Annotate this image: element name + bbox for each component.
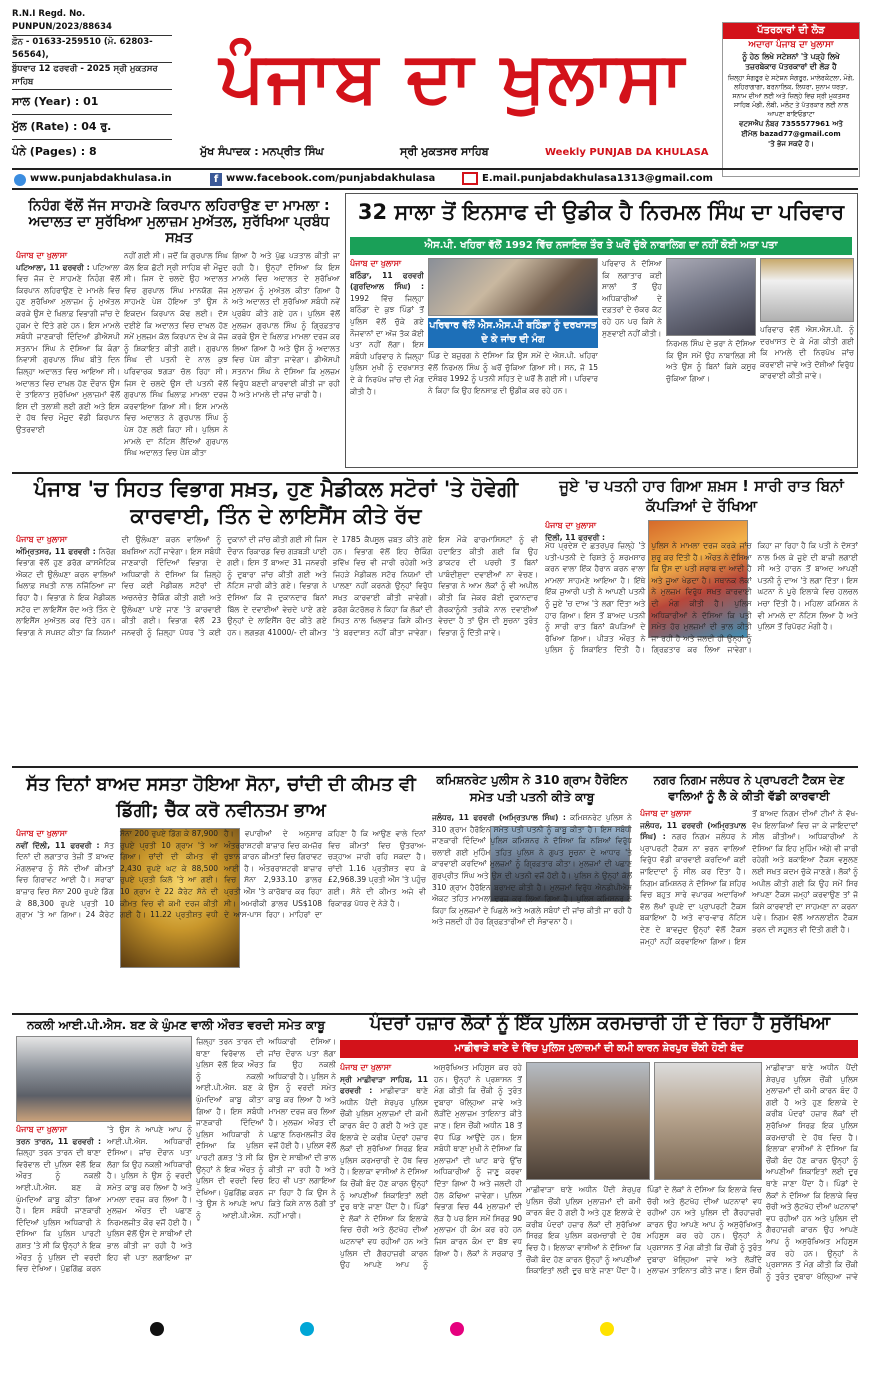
story-column	[340, 1062, 522, 1282]
story-column	[16, 1124, 192, 1280]
rate: ਮੁੱਲ (Rate) : 04 ਰੁ.	[12, 115, 172, 140]
story-column	[350, 258, 424, 468]
story-column	[760, 324, 854, 468]
divider	[12, 766, 858, 768]
issue-date: ਬੁੱਧਵਾਰ 12 ਫਰਵਰੀ - 2025 ਸ੍ਰੀ ਮੁਕਤਸਰ ਸਾਹਿਬ	[12, 63, 172, 90]
story-text: ਮਾਛੀਵਾੜਾ ਥਾਣੇ ਅਧੀਨ ਪੈਂਦੀ ਸ਼ੇਰਪੁਰ ਪੁਲਿਸ ਚੌਂਕੀ ਪੁਲਿਸ ਮੁਲਾਜ਼ਮਾਂ ਦੀ ਕਮੀ ਕਾਰਨ ਬੰਦ ਹੋ ਗਈ ਹੈ ਅਤੇ ਹੁਣ ਇਲਾਕੇ ਦੇ ਕਰੀਬ ਪੰਦਰਾਂ ਹਜ਼ਾਰ ਲੋਕਾਂ ਦੀ ਸੁਰੱਖਿਆ ਸਿਰਫ਼ ਇਕ ਪੁਲਿਸ ਕਰਮਚਾਰੀ ਦੇ ਹੱਥ ਵਿਚ ਹੈ। ਇਲਾਕਾ ਵਾਸੀਆਂ ਨੇ ਦੱਸਿਆ ਕਿ ਚੌਂਕੀ ਬੰਦ ਹੋਣ ਕਾਰਨ ਉਨ੍ਹਾਂ ਨੂੰ ਆਪਣੀਆਂ ਸ਼ਿਕਾਇਤਾਂ ਲਈ ਦੂਰ ਥਾਣੇ ਜਾਣਾ ਪੈਂਦਾ ਹੈ। ਪਿੰਡਾਂ ਦੇ ਲੋਕਾਂ ਨੇ ਦੱਸਿਆ ਕਿ ਇਲਾਕੇ ਵਿਚ ਚੋਰੀ ਅਤੇ ਲੁੱਟਖੋਹ ਦੀਆਂ ਘਟਨਾਵਾਂ ਵਧ ਰਹੀਆਂ ਹਨ ਅਤੇ ਪੁਲਿਸ ਦੀ ਗੈਰਹਾਜ਼ਰੀ ਕਾਰਨ ਉਹ ਆਪਣੇ ਆਪ ਨੂੰ ਅਸੁਰੱਖਿਅਤ ਮਹਿਸੂਸ ਕਰ ਰਹੇ ਹਨ। ਉਨ੍ਹਾਂ ਨੇ ਪ੍ਰਸ਼ਾਸਨ ਤੋਂ ਮੰਗ ਕੀਤੀ ਕਿ ਚੌਂਕੀ ਨੂੰ ਤੁਰੰਤ ਦੁਬਾਰਾ ਖੋਲ੍ਹਿਆ ਜਾਵੇ	[766, 1063, 858, 1281]
story-headline: ਨਿਹੰਗ ਵੱਲੋਂ ਜੱਜ ਸਾਹਮਣੇ ਕਿਰਪਾਨ ਲਹਿਰਾਉਣ ਦਾ ਮਾਮਲਾ : ਅਦਾਲਤ ਦਾ ਸੁਰੱਖਿਆ ਮੁਲਾਜ਼ਮ ਮੁਅੱਤਲ, ਸੁਰੱਖਿਆ ਪ੍ਰਬੰਧ ਸਖ਼ਤ	[28, 198, 330, 247]
contact-strip	[12, 168, 858, 190]
promo-paper-name: ਅਦਾਰਾ ਪੰਜਾਬ ਦਾ ਖੁਲਾਸਾ	[748, 40, 834, 50]
email-link[interactable]: E.mail.punjabdakhulasa1313@gmail.com	[482, 173, 713, 184]
dateline: ਜਲੰਧਰ, 11 ਫਰਵਰੀ (ਅਮ੍ਰਿਤਪਾਲ ਸਿੰਘ) :	[432, 813, 566, 822]
story-column	[766, 1062, 858, 1282]
story-text: 1992 ਵਿੱਚ ਜਿਲ੍ਹਾ ਬਠਿੰਡਾ ਦੇ ਕੁਝ ਪਿੰਡਾਂ ਤੋਂ ਪੁਲਿਸ ਵੱਲੋਂ ਚੁੱਕੇ ਗਏ ਨੌਜਵਾਨਾਂ ਦਾ ਅੱਜ ਤੱਕ ਕੋਈ ਪਤਾ ਨਹੀਂ ਲੱਗਾ। ਇਸ ਸਬੰਧੀ ਪਰਿਵਾਰ ਨੇ ਜਿਲ੍ਹਾ ਪੁਲਿਸ ਮੁਖੀ ਨੂੰ ਦਰਖਾਸਤ ਦੇ ਕੇ ਨਿਰਪੱਖ ਜਾਂਚ ਦੀ ਮੰਗ ਕੀਤੀ ਹੈ।	[350, 293, 424, 396]
story-headline: ਜੂਏ 'ਚ ਪਤਨੀ ਹਾਰ ਗਿਆ ਸ਼ਖ਼ਸ ! ਸਾਰੀ ਰਾਤ ਬਿਨਾਂ ਕੱਪੜਿਆਂ ਦੇ ਰੱਖਿਆ	[559, 477, 844, 515]
story-column	[640, 808, 858, 1008]
registration-mark	[600, 1322, 614, 1336]
promo-email: ਈਮੇਲ bazad77@gmail.com	[741, 130, 841, 138]
facebook-icon: f	[210, 173, 222, 186]
dateline: ਅੰਮ੍ਰਿਤਸਰ, 11 ਫਰਵਰੀ :	[16, 546, 96, 556]
story-photo-gate	[526, 1062, 650, 1180]
story-headline: 32 ਸਾਲਾ ਤੋਂ ਇਨਸਾਫ ਦੀ ਉਡੀਕ ਹੈ ਨਿਰਮਲ ਸਿੰਘ ਦਾ ਪਰਿਵਾਰ	[357, 200, 845, 224]
bureau-tag: ਪੰਜਾਬ ਦਾ ਖੁਲਾਸਾ	[350, 259, 402, 268]
promo-body: ਨੂੰ ਹੇਠ ਲਿਖੇ ਸਟੇਸ਼ਨਾਂ 'ਤੇ ਪੜ੍ਹੇ ਲਿਖੇ ਤਜ਼ਰਬੇਕਾਰ ਪੱਤਰਕਾਰਾਂ ਦੀ ਲੋੜ ਹੈ	[742, 52, 840, 71]
story-banner: ਐਸ.ਪੀ. ਖਹਿਰਾ ਵੱਲੋਂ 1992 ਵਿੱਚ ਨਜਾਇਜ਼ ਤੌਰ ਤੇ ਘਰੋਂ ਚੁੱਕੇ ਨਾਬਾਲਿਗ ਦਾ ਨਹੀਂ ਕੋਈ ਅਤਾ ਪਤਾ	[350, 237, 852, 255]
story-text: ਮਾਛੀਵਾੜਾ ਥਾਣੇ ਅਧੀਨ ਪੈਂਦੀ ਸ਼ੇਰਪੁਰ ਪੁਲਿਸ ਚੌਂਕੀ ਪੁਲਿਸ ਮੁਲਾਜ਼ਮਾਂ ਦੀ ਕਮੀ ਕਾਰਨ ਬੰਦ ਹੋ ਗਈ ਹੈ ਅਤੇ ਹੁਣ ਇਲਾਕੇ ਦੇ ਕਰੀਬ ਪੰਦਰਾਂ ਹਜ਼ਾਰ ਲੋਕਾਂ ਦੀ ਸੁਰੱਖਿਆ ਸਿਰਫ਼ ਇਕ ਪੁਲਿਸ ਕਰਮਚਾਰੀ ਦੇ ਹੱਥ ਵਿਚ ਹੈ। ਇਲਾਕਾ ਵਾਸੀਆਂ ਨੇ ਦੱਸਿਆ ਕਿ ਚੌਂਕੀ ਬੰਦ ਹੋਣ ਕਾਰਨ ਉਨ੍ਹਾਂ ਨੂੰ ਆਪਣੀਆਂ ਸ਼ਿਕਾਇਤਾਂ ਲਈ ਦੂਰ ਥਾਣੇ ਜਾਣਾ ਪੈਂਦਾ ਹੈ। ਪਿੰਡਾਂ ਦੇ ਲੋਕਾਂ ਨੇ ਦੱਸਿਆ ਕਿ ਇਲਾਕੇ ਵਿਚ ਚੋਰੀ ਅਤੇ ਲੁੱਟਖੋਹ ਦੀਆਂ ਘਟਨਾਵਾਂ ਵਧ ਰਹੀਆਂ ਹਨ ਅਤੇ ਪੁਲਿਸ ਦੀ ਗੈਰਹਾਜ਼ਰੀ ਕਾਰਨ ਉਹ ਆਪਣੇ ਆਪ ਨੂੰ ਅਸੁਰੱਖਿਅਤ ਮਹਿਸੂਸ ਕਰ ਰਹੇ ਹਨ। ਉਨ੍ਹਾਂ ਨੇ ਪ੍ਰਸ਼ਾਸਨ ਤੋਂ ਮੰਗ ਕੀਤੀ ਕਿ ਚੌਂਕੀ ਨੂੰ ਤੁਰੰਤ ਦੁਬਾਰਾ ਖੋਲ੍ਹਿਆ ਜਾਵੇ ਅਤੇ ਲੋੜੀਂਦੇ ਮੁਲਾਜ਼ਮ ਤਾਇਨਾਤ ਕੀਤੇ ਜਾਣ। ਇਸ ਚੌਂਕੀ	[526, 1185, 762, 1276]
story-column	[16, 250, 120, 465]
dateline: ਬਠਿੰਡਾ, 11 ਫਰਵਰੀ (ਗੁਰਦਿਆਲ ਸਿੰਘ) :	[350, 270, 424, 292]
facebook-link[interactable]: www.facebook.com/punjabdakhulasa	[226, 173, 436, 184]
bureau-tag: ਪੰਜਾਬ ਦਾ ਖੁਲਾਸਾ	[16, 535, 68, 544]
story-nirmal-singh-box	[345, 193, 858, 468]
story-text: ਪਿੰਡ ਦੇ ਬਜ਼ੁਰਗ ਨੇ ਦੱਸਿਆ ਕਿ ਉਸ ਸਮੇਂ ਦੇ ਐਸ.ਪੀ. ਖਹਿਰਾ ਵੱਲੋਂ ਨਿਰਮਲ ਸਿੰਘ ਨੂੰ ਘਰੋਂ ਚੁੱਕਿਆ ਗਿਆ ਸੀ। ਸਨ, ਜੋ 15 ਦਸੰਬਰ 1992 ਨੂੰ ਪਤਨੀ ਸਹਿਤ ਦੇ ਘਰੋਂ ਲੈ ਗਈ ਸੀ। ਪਰਿਵਾਰ ਨੇ ਕਿਹਾ ਕਿ ਉਹ ਇਨਸਾਫ਼ ਦੀ ਉਡੀਕ ਕਰ ਰਹੇ ਹਨ।	[428, 351, 598, 395]
story-photo-arrest	[16, 1036, 192, 1122]
promo-whatsapp: ਵਟਸਐਪ ਨੰਬਰ 7355577961 ਅਤੇ	[739, 120, 843, 128]
story-headline: ਸੱਤ ਦਿਨਾਂ ਬਾਅਦ ਸਸਤਾ ਹੋਇਆ ਸੋਨਾ, ਚਾਂਦੀ ਦੀ ਕੀਮਤ ਵੀ ਡਿੱਗੀ; ਚੈੱਕ ਕਰੋ ਨਵੀਨਤਮ ਭਾਅ	[26, 774, 416, 821]
story-text: ਪਟਿਆਲਾ ਵਿਚ ਜੱਜ ਦੇ ਸਾਹਮਣੇ ਨਿਹੰਗ ਵੱਲੋਂ ਕਿਰਪਾਨ ਲਹਿਰਾਉਣ ਦੇ ਮਾਮਲੇ ਵਿਚ ਹੁਣ ਸੁਰੱਖਿਆ ਮੁਲਾਜ਼ਮ ਨੂੰ ਮੁਅੱਤਲ ਕਰਕੇ ਉਸ ਦੇ ਖ਼ਿਲਾਫ਼ ਵਿਭਾਗੀ ਜਾਂਚ ਦੇ ਹੁਕਮ ਦੇ ਦਿੱਤੇ ਗਏ ਹਨ। ਇਸ ਮਾਮਲੇ ਸਬੰਧੀ ਜਾਣਕਾਰੀ ਦਿੰਦਿਆਂ ਡੀਐਸਪੀ ਸਤਨਾਮ ਸਿੰਘ ਨੇ ਦੱਸਿਆ ਕਿ ਕੰਗਾ ਨਿਵਾਸੀ ਗੁਰਪਾਲ ਸਿੰਘ ਬੀਤੇ ਦਿਨ ਜ਼ਿਲ੍ਹਾ ਅਦਾਲਤ ਵਿਚ ਆਇਆ ਸੀ। ਅਦਾਲਤ ਵਿਚ ਦਾਖ਼ਲ ਹੋਣ ਦੌਰਾਨ ਉਸ ਦੇ ਤਾਇਨਾਤ ਸੁਰੱਖਿਆ ਮੁਲਾਜ਼ਮਾਂ ਵੱਲੋਂ ਇਸ ਦੀ ਤਲਾਸ਼ੀ ਲਈ ਗਈ ਅਤੇ ਇਸ ਦੇ ਹੱਥ ਵਿਚ ਮੌਜੂਦ ਵੱਡੀ ਕਿਰਪਾਨ ਉਤਰਵਾਈ	[16, 262, 120, 434]
story-headline: ਪੰਦਰਾਂ ਹਜ਼ਾਰ ਲੋਕਾਂ ਨੂੰ ਇੱਕ ਪੁਲਿਸ ਕਰਮਚਾਰੀ ਹੀ ਦੇ ਰਿਹਾ ਹੈ ਸੁਰੱਖਿਆ	[369, 1013, 831, 1034]
story-text: ਕਮਿਸ਼ਨਰੇਟ ਪੁਲਿਸ ਨੇ 310 ਗ੍ਰਾਮ ਹੈਰੋਇਨ ਸਮੇਤ ਪਤੀ ਪਤਨੀ ਨੂੰ ਕਾਬੂ ਕੀਤਾ ਹੈ। ਇਸ ਸਬੰਧੀ ਜਾਣਕਾਰੀ ਦਿੰਦਿਆਂ ਪੁਲਿਸ ਕਮਿਸ਼ਨਰ ਨੇ ਦੱਸਿਆ ਕਿ ਨਸ਼ਿਆਂ ਵਿਰੁੱਧ ਚਲਾਈ ਗਈ ਮੁਹਿੰਮ ਤਹਿਤ ਪੁਲਿਸ ਨੇ ਗੁਪਤ ਸੂਚਨਾ ਦੇ ਆਧਾਰ 'ਤੇ ਕਾਰਵਾਈ ਕਰਦਿਆਂ ਮੁਲਜ਼ਮਾਂ ਨੂੰ ਗ੍ਰਿਫ਼ਤਾਰ ਕੀਤਾ। ਮੁਲਜ਼ਮਾਂ ਦੀ ਪਛਾਣ ਗੁਰਪ੍ਰੀਤ ਸਿੰਘ ਅਤੇ ਉਸ ਦੀ ਪਤਨੀ ਵਜੋਂ ਹੋਈ ਹੈ। ਪੁਲਿਸ ਨੇ ਉਨ੍ਹਾਂ ਕੋਲੋਂ 310 ਗ੍ਰਾਮ ਹੈਰੋਇਨ ਬਰਾਮਦ ਕੀਤੀ ਹੈ। ਮੁਲਜ਼ਮਾਂ ਵਿਰੁੱਧ ਐਨਡੀਪੀਐਸ ਐਕਟ ਤਹਿਤ ਮਾਮਲਾ ਦਰਜ ਕਰ ਲਿਆ ਗਿਆ ਹੈ। ਪੁਲਿਸ ਕਮਿਸ਼ਨਰ ਨੇ ਕਿਹਾ ਕਿ ਮੁਲਜ਼ਮਾਂ ਦੇ ਪਿਛਲੇ ਅਤੇ ਅਗਲੇ ਸਬੰਧਾਂ ਦੀ ਜਾਂਚ ਕੀਤੀ ਜਾ ਰਹੀ ਹੈ ਅਤੇ ਜਲਦੀ ਹੀ ਹੋਰ ਗ੍ਰਿਫ਼ਤਾਰੀਆਂ ਦੀ ਸੰਭਾਵਨਾ ਹੈ।	[432, 813, 632, 927]
story-column	[432, 812, 632, 1010]
email-icon	[462, 172, 478, 185]
registration-mark	[150, 1322, 164, 1336]
bureau-tag: ਪੰਜਾਬ ਦਾ ਖੁਲਾਸਾ	[16, 1125, 68, 1134]
dateline: ਪਟਿਆਲਾ, 11 ਫਰਵਰੀ :	[16, 262, 90, 272]
story-text: ਮੱਧ ਪ੍ਰਦੇਸ਼ ਦੇ ਛਤਰਪੁਰ ਜ਼ਿਲ੍ਹੇ 'ਤੇ ਪਤੀ-ਪਤਨੀ ਦੇ ਰਿਸ਼ਤੇ ਨੂੰ ਸ਼ਰਮਸਾਰ ਕਰਨ ਵਾਲਾ ਇੱਕ ਹੈਰਾਨ ਕਰਨ ਵਾਲਾ ਮਾਮਲਾ ਸਾਹਮਣੇ ਆਇਆ ਹੈ। ਇੱਥੇ ਇੱਕ ਜੁਆਰੀ ਪਤੀ ਨੇ ਆਪਣੀ ਪਤਨੀ ਨੂੰ ਜੂਏ 'ਚ ਦਾਅ 'ਤੇ ਲਗਾ ਦਿੱਤਾ ਅਤੇ ਹਾਰ ਗਿਆ। ਇਸ ਤੋਂ ਬਾਅਦ ਪਤਨੀ ਨੂੰ ਸਾਰੀ ਰਾਤ ਬਿਨਾਂ ਕੱਪੜਿਆਂ ਦੇ ਰੱਖਿਆ ਗਿਆ। ਪੀੜਤ ਔਰਤ ਨੇ ਪੁਲਿਸ ਨੂੰ ਸ਼ਿਕਾਇਤ ਦਿੱਤੀ ਹੈ। ਪੁਲਿਸ ਨੇ ਮਾਮਲਾ ਦਰਜ ਕਰਕੇ ਜਾਂਚ ਸ਼ੁਰੂ ਕਰ ਦਿੱਤੀ ਹੈ। ਔਰਤ ਨੇ ਦੱਸਿਆ ਕਿ ਉਸ ਦਾ ਪਤੀ ਸ਼ਰਾਬ ਦਾ ਆਦੀ ਹੈ ਅਤੇ ਜੂਆ ਖੇਡਦਾ ਹੈ। ਸਥਾਨਕ ਲੋਕਾਂ ਨੇ ਮੁਲਜ਼ਮ ਵਿਰੁੱਧ ਸਖ਼ਤ ਕਾਰਵਾਈ ਦੀ ਮੰਗ ਕੀਤੀ ਹੈ। ਪੁਲਿਸ ਅਧਿਕਾਰੀਆਂ ਨੇ ਦੱਸਿਆ ਕਿ ਪਤੀ ਸਮੇਤ ਹੋਰ ਮੁਲਜ਼ਮਾਂ ਦੀ ਭਾਲ ਕੀਤੀ ਜਾ ਰਹੀ ਹੈ ਅਤੇ ਜਲਦੀ ਹੀ ਉਨ੍ਹਾਂ ਨੂੰ ਗ੍ਰਿਫ਼ਤਾਰ ਕਰ ਲਿਆ ਜਾਵੇਗਾ। ਕਿਹਾ ਜਾ ਰਿਹਾ ਹੈ ਕਿ ਪਤੀ ਨੇ ਦੋਸਤਾਂ ਨਾਲ ਮਿਲ ਕੇ ਜੂਏ ਦੀ ਬਾਜ਼ੀ ਲਗਾਈ ਸੀ ਅਤੇ ਹਾਰਨ ਤੋਂ ਬਾਅਦ ਆਪਣੀ ਪਤਨੀ ਨੂੰ ਦਾਅ 'ਤੇ ਲਗਾ ਦਿੱਤਾ। ਇਸ ਘਟਨਾ ਨੇ ਪੂਰੇ ਇਲਾਕੇ ਵਿਚ ਹਲਚਲ ਮਚਾ ਦਿੱਤੀ ਹੈ। ਮਹਿਲਾ ਕਮਿਸ਼ਨ ਨੇ ਵੀ ਮਾਮਲੇ ਦਾ ਨੋਟਿਸ ਲਿਆ ਹੈ ਅਤੇ ਪੁਲਿਸ ਤੋਂ ਰਿਪੋਰਟ ਮੰਗੀ ਹੈ।	[545, 541, 858, 655]
publication-place: ਸ੍ਰੀ ਮੁਕਤਸਰ ਸਾਹਿਬ	[400, 145, 489, 158]
story-text: ਸੱਤ ਦਿਨਾਂ ਦੀ ਲਗਾਤਾਰ ਤੇਜ਼ੀ ਤੋਂ ਬਾਅਦ ਮੰਗਲਵਾਰ ਨੂੰ ਸੋਨੇ ਦੀਆਂ ਕੀਮਤਾਂ ਵਿਚ ਗਿਰਾਵਟ ਆਈ ਹੈ। ਸਰਾਫਾ ਬਾਜ਼ਾਰ ਵਿਚ ਸੋਨਾ 200 ਰੁਪਏ ਡਿੱਗ ਕੇ 88,300 ਰੁਪਏ ਪ੍ਰਤੀ 10 ਗ੍ਰਾਮ 'ਤੇ ਆ ਗਿਆ। 24 ਕੈਰੇਟ ਸੋਨਾ 200 ਰੁਪਏ ਡਿੱਗ ਕੇ 87,900 ਰੁਪਏ ਪ੍ਰਤੀ 10 ਗ੍ਰਾਮ 'ਤੇ ਆ ਗਿਆ। ਚਾਂਦੀ ਦੀ ਕੀਮਤ ਵੀ 2,430 ਰੁਪਏ ਘਟ ਕੇ 88,500 ਰੁਪਏ ਪ੍ਰਤੀ ਕਿਲੋ 'ਤੇ ਆ ਗਈ। 10 ਗ੍ਰਾਮ ਦੇ 22 ਕੈਰੇਟ ਸੋਨੇ ਦੀ ਕੀਮਤ ਵਿਚ ਵੀ ਕਮੀ ਦਰਜ ਕੀਤੀ ਗਈ ਹੈ। 11.22 ਪ੍ਰਤੀਸ਼ਤ ਵਧੀ ਹੈ। ਵਪਾਰੀਆਂ ਦੇ ਅਨੁਸਾਰ ਅੰਤਰਰਾਸ਼ਟਰੀ ਬਾਜ਼ਾਰ ਵਿਚ ਕਮਜ਼ੋਰ ਰੁਝਾਨ ਕਾਰਨ ਕੀਮਤਾਂ ਵਿਚ ਗਿਰਾਵਟ ਆਈ ਹੈ। ਅੰਤਰਰਾਸ਼ਟਰੀ ਬਾਜ਼ਾਰ ਵਿਚ ਸੋਨਾ 2,933.10 ਡਾਲਰ ਪ੍ਰਤੀ ਔਂਸ 'ਤੇ ਕਾਰੋਬਾਰ ਕਰ ਰਿਹਾ ਸੀ। ਅਮਰੀਕੀ ਡਾਲਰ US$108 ਦੇ ਆਸ-ਪਾਸ ਰਿਹਾ। ਮਾਹਿਰਾਂ ਦਾ ਕਹਿਣਾ ਹੈ ਕਿ ਆਉਣ ਵਾਲੇ ਦਿਨਾਂ ਵਿਚ ਕੀਮਤਾਂ ਵਿਚ ਉਤਰਾਅ-ਚੜ੍ਹਾਅ ਜਾਰੀ ਰਹਿ ਸਕਦਾ ਹੈ। ਚਾਂਦੀ 1.16 ਪ੍ਰਤੀਸ਼ਤ ਵਧ ਕੇ £2,968.39 ਪ੍ਰਤੀ ਔਂਸ 'ਤੇ ਪਹੁੰਚ ਗਈ। ਸੋਨੇ ਦੀ ਕੀਮਤ ਅਜੇ ਵੀ ਰਿਕਾਰਡ ਪੱਧਰ ਦੇ ਨੇੜੇ ਹੈ।	[16, 829, 426, 920]
dateline: ਤਰਨ ਤਾਰਨ, 11 ਫਰਵਰੀ :	[16, 1136, 101, 1146]
story-column	[428, 350, 598, 468]
bureau-tag: ਪੰਜਾਬ ਦਾ ਖੁਲਾਸਾ	[16, 829, 68, 838]
story-text: ਗਿਆ ਹੈ ਅਤੇ ਪੁੱਛ ਪੜਤਾਲ ਕੀਤੀ ਜਾ ਰਹੀ ਹੈ। ਉਨ੍ਹਾਂ ਦੱਸਿਆ ਕਿ ਇਸ ਮਾਮਲੇ ਵਿਚ ਅਦਾਲਤ ਦੇ ਸੁਰੱਖਿਆ ਮੁਲਾਜ਼ਮ ਨੂੰ ਮੁਅੱਤਲ ਕੀਤਾ ਗਿਆ ਹੈ ਅਤੇ ਅਦਾਲਤ ਦੀ ਸੁਰੱਖਿਆ ਸਬੰਧੀ ਨਵੇਂ ਪ੍ਰਬੰਧ ਕੀਤੇ ਗਏ ਹਨ। ਪੁਲਿਸ ਵੱਲੋਂ ਮੁਲਜ਼ਮ ਗੁਰਪਾਲ ਸਿੰਘ ਨੂੰ ਗ੍ਰਿਫ਼ਤਾਰ ਕਰਕੇ ਉਸ ਦੇ ਖ਼ਿਲਾਫ਼ ਮਾਮਲਾ ਦਰਜ ਕਰ ਲਿਆ ਗਿਆ ਹੈ ਅਤੇ ਉਸ ਨੂੰ ਅਦਾਲਤ ਵਿਚ ਪੇਸ਼ ਕੀਤਾ ਜਾਵੇਗਾ। ਡੀਐਸਪੀ ਸਤਨਾਮ ਸਿੰਘ ਨੇ ਦੱਸਿਆ ਕਿ ਮੁਲਜ਼ਮ ਵਿਰੁੱਧ ਬਣਦੀ ਕਾਰਵਾਈ ਕੀਤੀ ਜਾ ਰਹੀ ਹੈ ਅਤੇ ਮਾਮਲੇ ਦੀ ਜਾਂਚ ਜਾਰੀ ਹੈ।	[232, 251, 340, 400]
masthead-info	[12, 8, 172, 168]
divider	[12, 472, 858, 474]
story-column	[124, 250, 228, 465]
story-photo-elder	[760, 258, 854, 322]
story-column	[16, 534, 538, 741]
bureau-tag: ਪੰਜਾਬ ਦਾ ਖੁਲਾਸਾ	[340, 1063, 392, 1072]
story-text: ਜ਼ਿਲ੍ਹਾ ਤਰਨ ਤਾਰਨ ਦੀ ਥਾਣਾ ਵਿਰੋਵਾਲ ਦੀ ਪੁਲਿਸ ਵੱਲੋਂ ਇਕ ਔਰਤ ਨੂੰ ਨਕਲੀ ਆਈ.ਪੀ.ਐਸ. ਬਣ ਕੇ ਘੁੰਮਦਿਆਂ ਕਾਬੂ ਕੀਤਾ ਗਿਆ ਹੈ। ਇਸ ਸਬੰਧੀ ਜਾਣਕਾਰੀ ਦਿੰਦਿਆਂ ਪੁਲਿਸ ਅਧਿਕਾਰੀ ਨੇ ਦੱਸਿਆ ਕਿ ਪੁਲਿਸ ਪਾਰਟੀ ਗਸ਼ਤ 'ਤੇ ਸੀ ਕਿ ਉਨ੍ਹਾਂ ਨੇ ਇਕ ਔਰਤ ਨੂੰ ਪੁਲਿਸ ਦੀ ਵਰਦੀ ਵਿਚ ਦੇਖਿਆ। ਪੁੱਛਗਿੱਛ ਕਰਨ 'ਤੇ ਉਸ ਨੇ ਆਪਣੇ ਆਪ ਨੂੰ ਆਈ.ਪੀ.ਐਸ. ਅਧਿਕਾਰੀ ਦੱਸਿਆ। ਜਾਂਚ ਦੌਰਾਨ ਪਤਾ ਲੱਗਾ ਕਿ ਉਹ ਨਕਲੀ ਅਧਿਕਾਰੀ ਹੈ। ਪੁਲਿਸ ਨੇ ਉਸ ਨੂੰ ਵਰਦੀ ਸਮੇਤ ਕਾਬੂ ਕਰ ਲਿਆ ਹੈ ਅਤੇ ਮਾਮਲਾ ਦਰਜ ਕਰ ਲਿਆ ਹੈ। ਮੁਲਜ਼ਮ ਔਰਤ ਦੀ ਪਛਾਣ ਨਿਰਮਲਜੀਤ ਕੌਰ ਵਜੋਂ ਹੋਈ ਹੈ। ਪੁਲਿਸ ਵੱਲੋਂ ਉਸ ਦੇ ਸਾਥੀਆਂ ਦੀ ਭਾਲ ਕੀਤੀ ਜਾ ਰਹੀ ਹੈ ਅਤੇ ਇਹ ਵੀ ਪਤਾ ਲਗਾਇਆ ਜਾ ਰਿਹਾ ਹੈ ਕਿ ਉਸ ਨੇ ਕਿਤੇ ਕਿਸੇ ਨਾਲ ਠੱਗੀ ਤਾਂ ਨਹੀਂ ਮਾਰੀ।	[196, 1037, 336, 1220]
website-link[interactable]: www.punjabdakhulasa.in	[30, 173, 172, 184]
story-headline: ਨਗਰ ਨਿਗਮ ਜਲੰਧਰ ਨੇ ਪ੍ਰਾਪਰਟੀ ਟੈਕਸ ਦੇਣ ਵਾਲਿਆਂ ਨੂੰ ਲੈ ਕੇ ਕੀਤੀ ਵੱਡੀ ਕਾਰਵਾਈ	[653, 773, 845, 803]
reporters-wanted-title: ਪੱਤਰਕਾਰਾਂ ਦੀ ਲੋੜ	[723, 23, 859, 39]
registration-mark	[300, 1322, 314, 1336]
story-photo-post	[654, 1062, 762, 1180]
story-column	[602, 258, 662, 468]
story-headline: ਨਕਲੀ ਆਈ.ਪੀ.ਐਸ. ਬਣ ਕੇ ਘੁੰਮਣ ਵਾਲੀ ਔਰਤ ਵਰਦੀ ਸਮੇਤ ਕਾਬੂ	[27, 1018, 325, 1032]
bureau-tag: ਪੰਜਾਬ ਦਾ ਖੁਲਾਸਾ	[640, 809, 692, 818]
chief-editor: ਮੁੱਖ ਸੰਪਾਦਕ : ਮਨਪ੍ਰੀਤ ਸਿੰਘ	[200, 145, 324, 158]
bureau-tag: ਪੰਜਾਬ ਦਾ ਖੁਲਾਸਾ	[16, 251, 68, 260]
dateline: ਜਲੰਧਰ, 11 ਫਰਵਰੀ (ਅਮ੍ਰਿਤਪਾਲ ਸਿੰਘ) :	[640, 820, 746, 842]
bureau-tag: ਪੰਜਾਬ ਦਾ ਖੁਲਾਸਾ	[545, 521, 597, 530]
story-text: ਨਿਰਮਲ ਸਿੰਘ ਦੇ ਭਰਾ ਨੇ ਦੱਸਿਆ ਕਿ ਉਸ ਸਮੇਂ ਉਹ ਨਾਬਾਲਿਗ ਸੀ ਅਤੇ ਉਸ ਨੂੰ ਬਿਨਾਂ ਕਿਸੇ ਕਸੂਰ ਚੁੱਕਿਆ ਗਿਆ।	[666, 339, 756, 383]
newspaper-title: ਪੰਜਾਬ ਦਾ ਖੁਲਾਸਾ	[219, 36, 686, 118]
dateline: ਦਿੱਲੀ, 11 ਫਰਵਰੀ :	[545, 532, 605, 542]
story-text: ਨਹੀਂ ਗਈ ਸੀ। ਜਦੋਂ ਕਿ ਗੁਰਪਾਲ ਸਿੰਘ ਕੋਲ ਇਕ ਛੋਟੀ ਸ੍ਰੀ ਸਾਹਿਬ ਵੀ ਮੌਜੂਦ ਸੀ। ਜਿਸ ਦੇ ਚਲਦੇ ਉਹ ਅਦਾਲਤ ਵਿਚ ਗੁਰਪਾਲ ਸਿੰਘ ਮਾਨਯੋਗ ਜੱਜ ਸਾਹਮਣੇ ਪੇਸ਼ ਹੋਇਆ ਤਾਂ ਉਸ ਨੇ ਇਕਦਮ ਕਿਰਪਾਨ ਕੱਢ ਲਈ। ਦੱਸ ਦਈਏ ਕਿ ਅਦਾਲਤ ਵਿਚ ਦਾਖ਼ਲ ਹੋਣ ਸਮੇਂ ਮੁਲਜ਼ਮ ਕੋਲ ਕਿਰਪਾਨ ਦੇਖ ਕੇ ਜੱਜ ਨੂੰ ਸ਼ਿਕਾਇਤ ਕੀਤੀ ਗਈ। ਗੁਰਪਾਲ ਸਿੰਘ ਦੀ ਪਤਨੀ ਦੇ ਨਾਲ ਕੁਝ ਪਰਿਵਾਰਕ ਝਗੜਾ ਚੱਲ ਰਿਹਾ ਸੀ। ਜਿਸ ਦੇ ਚਲਦੇ ਉਸ ਦੀ ਪਤਨੀ ਵੱਲੋਂ ਗੁਰਪਾਲ ਸਿੰਘ ਖ਼ਿਲਾਫ਼ ਮਾਮਲਾ ਦਰਜ ਕਰਵਾਇਆ ਗਿਆ ਸੀ। ਇਸ ਮਾਮਲੇ ਵਿਚ ਅਦਾਲਤ ਨੇ ਗੁਰਪਾਲ ਸਿੰਘ ਨੂੰ ਪੇਸ਼ ਹੋਣ ਲਈ ਕਿਹਾ ਸੀ। ਪੁਲਿਸ ਨੇ ਮਾਮਲੇ ਦਾ ਨੋਟਿਸ ਲੈਂਦਿਆਂ ਗੁਰਪਾਲ ਸਿੰਘ ਅਦਾਲਤ ਵਿਚ ਪੇਸ਼ ਕੀਤਾ	[124, 251, 228, 458]
page-margin	[0, 1290, 870, 1390]
pages: ਪੰਨੇ (Pages) : 8	[12, 145, 97, 158]
story-text: ਨਿਰੋਗ ਵਿਭਾਗ ਵੱਲੋਂ ਹੁਣ ਡਰੱਗ ਕਾਸਮੈਟਿਕ ਐਕਟ ਦੀ ਉਲੰਘਣਾ ਕਰਨ ਵਾਲਿਆਂ ਖ਼ਿਲਾਫ਼ ਸਖ਼ਤੀ ਨਾਲ ਨਜਿੱਠਿਆ ਜਾ ਰਿਹਾ ਹੈ। ਵਿਭਾਗ ਨੇ ਇਕ ਮੈਡੀਕਲ ਸਟੋਰ ਦਾ ਲਾਇਸੈਂਸ ਰੱਦ ਅਤੇ ਤਿੰਨ ਦੇ ਲਾਇਸੈਂਸ ਮੁਅੱਤਲ ਕਰ ਦਿੱਤੇ ਹਨ। ਵਿਭਾਗ ਨੇ ਸਪਸ਼ਟ ਕੀਤਾ ਕਿ ਨਿਯਮਾਂ ਦੀ ਉਲੰਘਣਾ ਕਰਨ ਵਾਲਿਆਂ ਨੂੰ ਬਖ਼ਸ਼ਿਆ ਨਹੀਂ ਜਾਵੇਗਾ। ਇਸ ਸਬੰਧੀ ਜਾਣਕਾਰੀ ਦਿੰਦਿਆਂ ਵਿਭਾਗ ਦੇ ਅਧਿਕਾਰੀ ਨੇ ਦੱਸਿਆ ਕਿ ਜ਼ਿਲ੍ਹੇ ਵਿਚ ਕਈ ਮੈਡੀਕਲ ਸਟੋਰਾਂ ਦੀ ਅਚਨਚੇਤ ਚੈਕਿੰਗ ਕੀਤੀ ਗਈ ਅਤੇ ਉਲੰਘਣਾ ਪਾਏ ਜਾਣ 'ਤੇ ਕਾਰਵਾਈ ਕੀਤੀ ਗਈ। ਵਿਭਾਗ ਵੱਲੋਂ 23 ਜਨਵਰੀ ਨੂੰ ਜ਼ਿਲ੍ਹਾ ਪੱਧਰ 'ਤੇ ਕਈ ਦੁਕਾਨਾਂ ਦੀ ਜਾਂਚ ਕੀਤੀ ਗਈ ਸੀ ਜਿਸ ਦੌਰਾਨ ਰਿਕਾਰਡ ਵਿਚ ਗੜਬੜੀ ਪਾਈ ਗਈ। ਇਸ ਤੋਂ ਬਾਅਦ 31 ਜਨਵਰੀ ਨੂੰ ਦੁਬਾਰਾ ਜਾਂਚ ਕੀਤੀ ਗਈ ਅਤੇ ਨੋਟਿਸ ਜਾਰੀ ਕੀਤੇ ਗਏ। ਵਿਭਾਗ ਨੇ ਦੱਸਿਆ ਕਿ ਜੋ ਦੁਕਾਨਦਾਰ ਬਿਨਾਂ ਬਿੱਲ ਦੇ ਦਵਾਈਆਂ ਵੇਚਦੇ ਪਾਏ ਗਏ ਉਨ੍ਹਾਂ ਦੇ ਲਾਇਸੈਂਸ ਰੱਦ ਕੀਤੇ ਗਏ ਹਨ। ਲਗਭਗ 41000/- ਦੀ ਕੀਮਤ ਦੇ 1785 ਕੈਪਸੂਲ ਜ਼ਬਤ ਕੀਤੇ ਗਏ ਹਨ। ਵਿਭਾਗ ਵੱਲੋਂ ਇਹ ਚੈਕਿੰਗ ਭਵਿੱਖ ਵਿਚ ਵੀ ਜਾਰੀ ਰਹੇਗੀ ਅਤੇ ਜਿਹੜੇ ਮੈਡੀਕਲ ਸਟੋਰ ਨਿਯਮਾਂ ਦੀ ਪਾਲਣਾ ਨਹੀਂ ਕਰਨਗੇ ਉਨ੍ਹਾਂ ਵਿਰੁੱਧ ਸਖ਼ਤ ਕਾਰਵਾਈ ਕੀਤੀ ਜਾਵੇਗੀ। ਡਰੱਗ ਕੰਟਰੋਲਰ ਨੇ ਕਿਹਾ ਕਿ ਲੋਕਾਂ ਦੀ ਸਿਹਤ ਨਾਲ ਖਿਲਵਾੜ ਕਿਸੇ ਕੀਮਤ 'ਤੇ ਬਰਦਾਸ਼ਤ ਨਹੀਂ ਕੀਤਾ ਜਾਵੇਗਾ। ਇਸ ਮੌਕੇ ਫਾਰਮਾਸਿਸਟਾਂ ਨੂੰ ਵੀ ਹਦਾਇਤ ਕੀਤੀ ਗਈ ਕਿ ਉਹ ਡਾਕਟਰ ਦੀ ਪਰਚੀ ਤੋਂ ਬਿਨਾਂ ਪਾਬੰਦੀਸ਼ੁਦਾ ਦਵਾਈਆਂ ਨਾ ਵੇਚਣ। ਵਿਭਾਗ ਨੇ ਆਮ ਲੋਕਾਂ ਨੂੰ ਵੀ ਅਪੀਲ ਕੀਤੀ ਕਿ ਜੇਕਰ ਕੋਈ ਦੁਕਾਨਦਾਰ ਗੈਰਕਾਨੂੰਨੀ ਤਰੀਕੇ ਨਾਲ ਦਵਾਈਆਂ ਵੇਚਦਾ ਹੈ ਤਾਂ ਉਸ ਦੀ ਸੂਚਨਾ ਤੁਰੰਤ ਵਿਭਾਗ ਨੂੰ ਦਿੱਤੀ ਜਾਵੇ।	[16, 535, 538, 637]
story-column	[666, 338, 756, 468]
reporters-wanted-box	[722, 22, 860, 177]
story-banner: ਮਾਛੀਵਾੜੇ ਥਾਣੇ ਦੇ ਵਿੱਚ ਪੁਲਿਸ ਮੁਲਾਜ਼ਮਾਂ ਦੀ ਕਮੀ ਕਾਰਨ ਸ਼ੇਰਪੁਰ ਚੌਂਕੀ ਹੋਈ ਬੰਦ	[340, 1040, 858, 1058]
story-text: ਜ਼ਿਲ੍ਹਾ ਤਰਨ ਤਾਰਨ ਦੀ ਥਾਣਾ ਵਿਰੋਵਾਲ ਦੀ ਪੁਲਿਸ ਵੱਲੋਂ ਇਕ ਔਰਤ ਨੂੰ ਨਕਲੀ ਆਈ.ਪੀ.ਐਸ. ਬਣ ਕੇ ਘੁੰਮਦਿਆਂ ਕਾਬੂ ਕੀਤਾ ਗਿਆ ਹੈ। ਇਸ ਸਬੰਧੀ ਜਾਣਕਾਰੀ ਦਿੰਦਿਆਂ ਪੁਲਿਸ ਅਧਿਕਾਰੀ ਨੇ ਦੱਸਿਆ ਕਿ ਪੁਲਿਸ ਪਾਰਟੀ ਗਸ਼ਤ 'ਤੇ ਸੀ ਕਿ ਉਨ੍ਹਾਂ ਨੇ ਇਕ ਔਰਤ ਨੂੰ ਪੁਲਿਸ ਦੀ ਵਰਦੀ ਵਿਚ ਦੇਖਿਆ। ਪੁੱਛਗਿੱਛ ਕਰਨ 'ਤੇ ਉਸ ਨੇ ਆਪਣੇ ਆਪ ਨੂੰ ਆਈ.ਪੀ.ਐਸ. ਅਧਿਕਾਰੀ ਦੱਸਿਆ। ਜਾਂਚ ਦੌਰਾਨ ਪਤਾ ਲੱਗਾ ਕਿ ਉਹ ਨਕਲੀ ਅਧਿਕਾਰੀ ਹੈ। ਪੁਲਿਸ ਨੇ ਉਸ ਨੂੰ ਵਰਦੀ ਸਮੇਤ ਕਾਬੂ ਕਰ ਲਿਆ ਹੈ ਅਤੇ ਮਾਮਲਾ ਦਰਜ ਕਰ ਲਿਆ ਹੈ। ਮੁਲਜ਼ਮ ਔਰਤ ਦੀ ਪਛਾਣ ਨਿਰਮਲਜੀਤ ਕੌਰ ਵਜੋਂ ਹੋਈ ਹੈ। ਪੁਲਿਸ ਵੱਲੋਂ ਉਸ ਦੇ ਸਾਥੀਆਂ ਦੀ ਭਾਲ ਕੀਤੀ ਜਾ ਰਹੀ ਹੈ ਅਤੇ ਇਹ ਵੀ ਪਤਾ ਲਗਾਇਆ ਜਾ	[16, 1125, 192, 1274]
story-text: ਪਰਿਵਾਰ ਵੱਲੋਂ ਐਸ.ਐਸ.ਪੀ. ਨੂੰ ਦਰਖਾਸਤ ਦੇ ਕੇ ਮੰਗ ਕੀਤੀ ਗਈ ਕਿ ਮਾਮਲੇ ਦੀ ਨਿਰਪੱਖ ਜਾਂਚ ਕਰਵਾਈ ਜਾਵੇ ਅਤੇ ਦੋਸ਼ੀਆਂ ਵਿਰੁੱਧ ਕਾਰਵਾਈ ਕੀਤੀ ਜਾਵੇ।	[760, 325, 854, 381]
year: ਸਾਲ (Year) : 01	[12, 90, 172, 115]
dateline: ਸ੍ਰੀ ਮਾਛੀਵਾੜਾ ਸਾਹਿਬ, 11 ਫਰਵਰੀ :	[340, 1074, 428, 1096]
globe-icon	[14, 174, 26, 186]
weekly-label: Weekly PUNJAB DA KHULASA	[545, 147, 709, 158]
promo-send: 'ਤੇ ਭੇਜ ਸਕਦੇ ਹੋ।	[768, 140, 814, 148]
story-column	[196, 1036, 336, 1280]
story-column	[526, 1184, 762, 1282]
story-photo-family	[666, 258, 756, 336]
story-column	[545, 540, 858, 762]
story-text: ਮਾਛੀਵਾੜਾ ਥਾਣੇ ਅਧੀਨ ਪੈਂਦੀ ਸ਼ੇਰਪੁਰ ਪੁਲਿਸ ਚੌਂਕੀ ਪੁਲਿਸ ਮੁਲਾਜ਼ਮਾਂ ਦੀ ਕਮੀ ਕਾਰਨ ਬੰਦ ਹੋ ਗਈ ਹੈ ਅਤੇ ਹੁਣ ਇਲਾਕੇ ਦੇ ਕਰੀਬ ਪੰਦਰਾਂ ਹਜ਼ਾਰ ਲੋਕਾਂ ਦੀ ਸੁਰੱਖਿਆ ਸਿਰਫ਼ ਇਕ ਪੁਲਿਸ ਕਰਮਚਾਰੀ ਦੇ ਹੱਥ ਵਿਚ ਹੈ। ਇਲਾਕਾ ਵਾਸੀਆਂ ਨੇ ਦੱਸਿਆ ਕਿ ਚੌਂਕੀ ਬੰਦ ਹੋਣ ਕਾਰਨ ਉਨ੍ਹਾਂ ਨੂੰ ਆਪਣੀਆਂ ਸ਼ਿਕਾਇਤਾਂ ਲਈ ਦੂਰ ਥਾਣੇ ਜਾਣਾ ਪੈਂਦਾ ਹੈ। ਪਿੰਡਾਂ ਦੇ ਲੋਕਾਂ ਨੇ ਦੱਸਿਆ ਕਿ ਇਲਾਕੇ ਵਿਚ ਚੋਰੀ ਅਤੇ ਲੁੱਟਖੋਹ ਦੀਆਂ ਘਟਨਾਵਾਂ ਵਧ ਰਹੀਆਂ ਹਨ ਅਤੇ ਪੁਲਿਸ ਦੀ ਗੈਰਹਾਜ਼ਰੀ ਕਾਰਨ ਉਹ ਆਪਣੇ ਆਪ ਨੂੰ ਅਸੁਰੱਖਿਅਤ ਮਹਿਸੂਸ ਕਰ ਰਹੇ ਹਨ। ਉਨ੍ਹਾਂ ਨੇ ਪ੍ਰਸ਼ਾਸਨ ਤੋਂ ਮੰਗ ਕੀਤੀ ਕਿ ਚੌਂਕੀ ਨੂੰ ਤੁਰੰਤ ਦੁਬਾਰਾ ਖੋਲ੍ਹਿਆ ਜਾਵੇ ਅਤੇ ਲੋੜੀਂਦੇ ਮੁਲਾਜ਼ਮ ਤਾਇਨਾਤ ਕੀਤੇ ਜਾਣ। ਇਸ ਚੌਂਕੀ ਅਧੀਨ 18 ਤੋਂ ਵੱਧ ਪਿੰਡ ਆਉਂਦੇ ਹਨ। ਇਸ ਸਬੰਧੀ ਥਾਣਾ ਮੁਖੀ ਨੇ ਦੱਸਿਆ ਕਿ ਮੁਲਾਜ਼ਮਾਂ ਦੀ ਘਾਟ ਬਾਰੇ ਉੱਚ ਅਧਿਕਾਰੀਆਂ ਨੂੰ ਜਾਣੂ ਕਰਵਾ ਦਿੱਤਾ ਗਿਆ ਹੈ ਅਤੇ ਜਲਦੀ ਹੀ ਹੱਲ ਕੱਢਿਆ ਜਾਵੇਗਾ। ਪੁਲਿਸ ਵਿਭਾਗ ਵਿਚ 44 ਮੁਲਾਜ਼ਮਾਂ ਦੀ ਲੋੜ ਹੈ ਪਰ ਇਸ ਸਮੇਂ ਸਿਰਫ਼ 90 ਮੁਲਾਜ਼ਮ ਹੀ ਕੰਮ ਕਰ ਰਹੇ ਹਨ ਜਿਸ ਕਾਰਨ ਕੰਮ ਦਾ ਬੋਝ ਵਧ ਗਿਆ ਹੈ। ਲੋਕਾਂ ਨੇ ਸਰਕਾਰ ਤੋਂ	[340, 1063, 522, 1270]
story-headline: ਪੰਜਾਬ 'ਚ ਸਿਹਤ ਵਿਭਾਗ ਸਖ਼ਤ, ਹੁਣ ਮੈਡੀਕਲ ਸਟੋਰਾਂ 'ਤੇ ਹੋਵੇਗੀ ਕਾਰਵਾਈ, ਤਿੰਨ ਦੇ ਲਾਇਸੈਂਸ ਕੀਤੇ ਰੱਦ	[33, 477, 519, 528]
story-column	[16, 828, 426, 1008]
registration-mark	[450, 1322, 464, 1336]
phone-number: ਫ਼ੋਨ - 01633-259510 (ਮੋ. 62803-56564),	[12, 36, 172, 63]
story-headline: ਕਮਿਸ਼ਨਰੇਟ ਪੁਲੀਸ ਨੇ 310 ਗ੍ਰਾਮ ਹੈਰੋਇਨ ਸਮੇਤ ਪਤੀ ਪਤਨੀ ਕੀਤੇ ਕਾਬੂ	[436, 773, 628, 804]
story-column	[232, 250, 340, 465]
story-subhead: ਪਰਿਵਾਰ ਵੱਲੋਂ ਐਸ.ਐਸ.ਪੀ ਬਠਿੰਡਾ ਨੂੰ ਦਰਖਾਸਤ ਦੇ ਕੇ ਜਾਂਚ ਦੀ ਮੰਗ	[428, 318, 598, 348]
story-text: ਨਗਰ ਨਿਗਮ ਜਲੰਧਰ ਨੇ ਪ੍ਰਾਪਰਟੀ ਟੈਕਸ ਨਾ ਭਰਨ ਵਾਲਿਆਂ ਵਿਰੁੱਧ ਵੱਡੀ ਕਾਰਵਾਈ ਕਰਦਿਆਂ ਕਈ ਜਾਇਦਾਦਾਂ ਨੂੰ ਸੀਲ ਕਰ ਦਿੱਤਾ ਹੈ। ਨਿਗਮ ਕਮਿਸ਼ਨਰ ਨੇ ਦੱਸਿਆ ਕਿ ਸ਼ਹਿਰ ਵਿਚ ਬਹੁਤ ਸਾਰੇ ਵਪਾਰਕ ਅਦਾਰਿਆਂ ਵੱਲ ਲੱਖਾਂ ਰੁਪਏ ਦਾ ਪ੍ਰਾਪਰਟੀ ਟੈਕਸ ਬਕਾਇਆ ਹੈ ਅਤੇ ਵਾਰ-ਵਾਰ ਨੋਟਿਸ ਦੇਣ ਦੇ ਬਾਵਜੂਦ ਉਨ੍ਹਾਂ ਵੱਲੋਂ ਟੈਕਸ ਜਮ੍ਹਾਂ ਨਹੀਂ ਕਰਵਾਇਆ ਗਿਆ। ਇਸ ਤੋਂ ਬਾਅਦ ਨਿਗਮ ਦੀਆਂ ਟੀਮਾਂ ਨੇ ਵੱਖ-ਵੱਖ ਇਲਾਕਿਆਂ ਵਿਚ ਜਾ ਕੇ ਜਾਇਦਾਦਾਂ ਸੀਲ ਕੀਤੀਆਂ। ਅਧਿਕਾਰੀਆਂ ਨੇ ਦੱਸਿਆ ਕਿ ਇਹ ਮੁਹਿੰਮ ਅੱਗੇ ਵੀ ਜਾਰੀ ਰਹੇਗੀ ਅਤੇ ਬਕਾਇਆ ਟੈਕਸ ਵਸੂਲਣ ਲਈ ਸਖ਼ਤ ਕਦਮ ਚੁੱਕੇ ਜਾਣਗੇ। ਲੋਕਾਂ ਨੂੰ ਅਪੀਲ ਕੀਤੀ ਗਈ ਕਿ ਉਹ ਸਮੇਂ ਸਿਰ ਆਪਣਾ ਟੈਕਸ ਜਮ੍ਹਾਂ ਕਰਵਾਉਣ ਤਾਂ ਜੋ ਕਿਸੇ ਕਾਰਵਾਈ ਦਾ ਸਾਹਮਣਾ ਨਾ ਕਰਨਾ ਪਵੇ। ਨਿਗਮ ਵੱਲੋਂ ਆਨਲਾਈਨ ਟੈਕਸ ਭਰਨ ਦੀ ਸਹੂਲਤ ਵੀ ਦਿੱਤੀ ਗਈ ਹੈ।	[640, 809, 858, 946]
story-text: ਪਰਿਵਾਰ ਨੇ ਦੱਸਿਆ ਕਿ ਲਗਾਤਾਰ ਕਈ ਸਾਲਾਂ ਤੋਂ ਉਹ ਅਧਿਕਾਰੀਆਂ ਦੇ ਦਫ਼ਤਰਾਂ ਦੇ ਚੱਕਰ ਕੱਟ ਰਹੇ ਹਨ ਪਰ ਕਿਸੇ ਨੇ ਸੁਣਵਾਈ ਨਹੀਂ ਕੀਤੀ।	[602, 259, 662, 338]
dateline: ਨਵੀਂ ਦਿੱਲੀ, 11 ਫਰਵਰੀ :	[16, 840, 100, 850]
rni-number: R.N.I Regd. No. PUNPUN/2023/88634	[12, 8, 172, 36]
promo-details: ਜ਼ਿਲ੍ਹਾ ਸੰਗਰੂਰ ਦੇ ਸਟੇਸ਼ਨ ਸੰਗਰੂਰ, ਮਾਲੇਰਕੋਟਲਾ, ਮੋਗੇ, ਲਹਿਰਾਗਾਗਾ, ਬਰਨਾਲਿਕ, ਲਿਧਰਾ, ਸੁਨਾਮ ਧਰਤਾ, ਸਨਾਮ ਦੀਆਂ ਲਈ ਅਤੇ ਜ਼ਿਲ੍ਹੇ ਵਿਚ ਸ੍ਰੀ ਮੁਕਤਸਰ ਸਾਹਿਬ ਮੰਡੀ, ਲੰਬੀ, ਮਲੋਟ ਤੇ ਪੱਤਰਕਾਰ ਲਈ ਨਾਲ ਆਪਣਾ ਬਾਇਓਡਾਟਾ	[727, 74, 855, 118]
story-photo-officials	[428, 258, 598, 316]
